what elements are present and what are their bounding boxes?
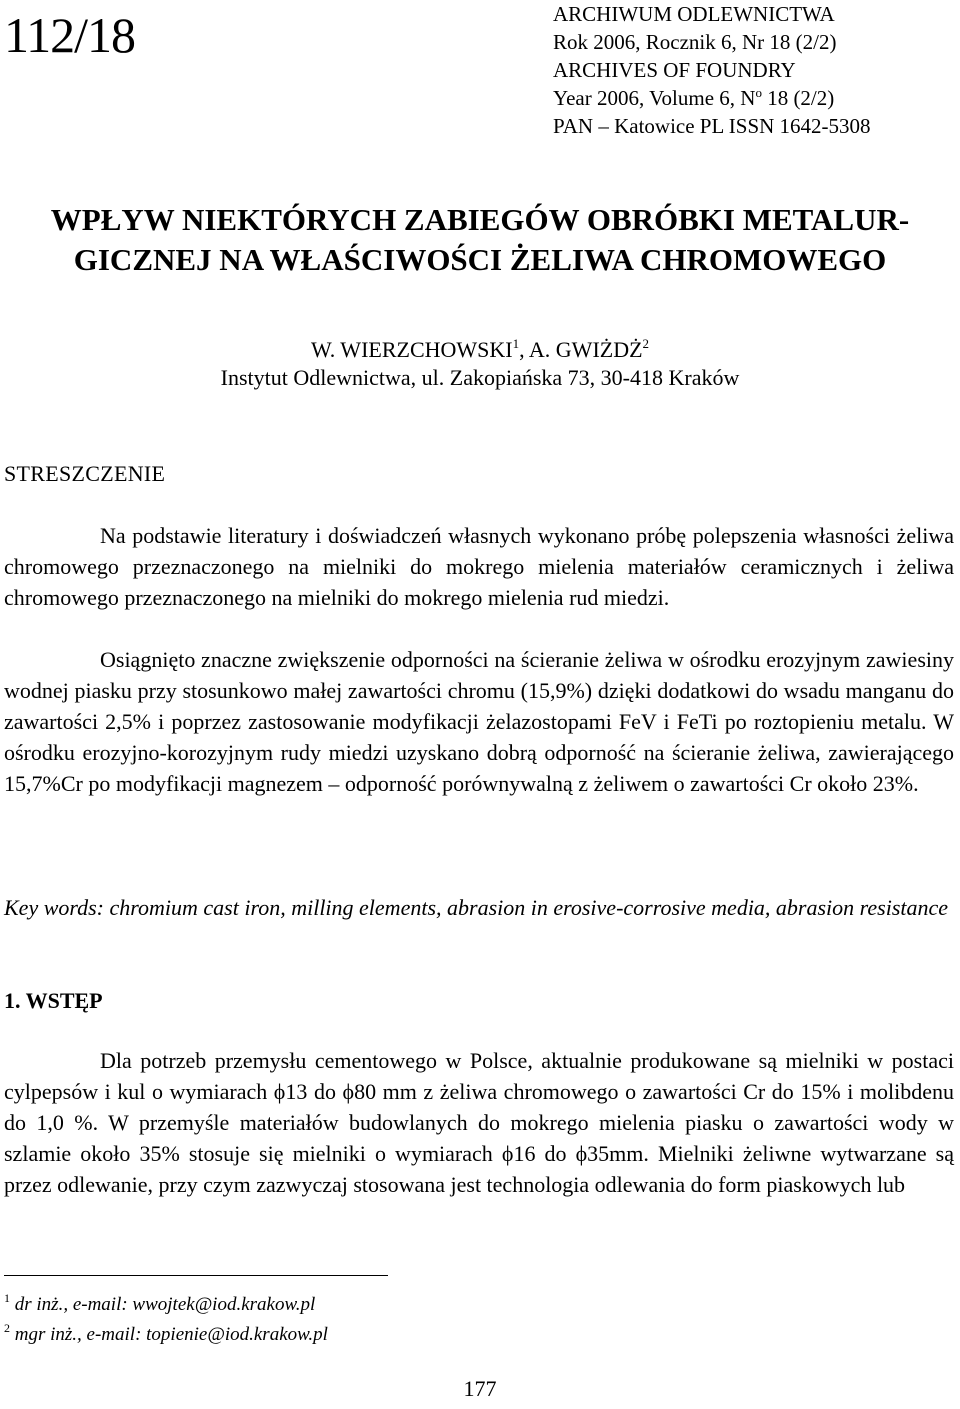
author-name: W. WIERZCHOWSKI (310, 337, 513, 362)
footnote-mark: 2 (4, 1321, 10, 1335)
paragraph-text: Osiągnięto znaczne zwiększenie odporności na ścieranie żeliwa w ośrodku erozyjnym zawiesiny wodnej piasku przy stosunkowo małej zawartości chromu (15,9%) dzięki dodatkowi do wsadu manganu do zawartości 2,5% i poprzez zastosowanie modyfikacji żelazostopami FeV i FeTi po roztopieniu metalu. W ośrodku erozyjno-korozyjnym rudy miedzi uzyskano dobrą odporność na ścieranie żeliwa, zawierającego 15,7%Cr po modyfikacji magnezem – odporność porównywalną z żeliwem o zawartości Cr około 23%. (4, 647, 954, 796)
footnotes (4, 1290, 328, 1350)
section-heading: 1. WSTĘP (4, 988, 103, 1013)
abstract-paragraph (4, 644, 954, 799)
title-line: WPŁYW NIEKTÓRYCH ZABIEGÓW OBRÓBKI METALUR- (50, 202, 910, 237)
paper-title (0, 200, 960, 280)
footnote-mark: 1 (4, 1291, 10, 1305)
author-footnote-mark: 1 (512, 336, 520, 351)
footnote (4, 1290, 328, 1320)
article-number: 112/18 (4, 7, 136, 63)
volume-number: 18 (2/2) (761, 86, 835, 110)
journal-line: ARCHIVES OF FOUNDRY (553, 58, 796, 82)
footnote (4, 1320, 328, 1350)
paragraph-text: Dla potrzeb przemysłu cementowego w Polsce, aktualnie produkowane są mielniki w postaci cylpepsów i kul o wymiarach ϕ13 do ϕ80 mm z żeliwa chromowego o zawartości Cr do 15% i molibdenu do 1,0 %. W przemyśle materiałów budowlanych do mokrego mielenia piasku o zawartości wody w szlamie około 35% stosuje się mielniki o wymiarach ϕ16 do ϕ35mm. Mielniki żeliwne wytwarzane są przez odlewanie, przy czym zazwyczaj stosowana jest technologia odlewania do form piaskowych lub (4, 1048, 954, 1197)
volume-text: Year 2006, Volume 6, N (553, 86, 756, 110)
footnote-text: mgr inż., e-mail: topienie@iod.krakow.pl (10, 1324, 328, 1345)
publisher-line: PAN – Katowice PL ISSN 1642-5308 (553, 114, 871, 138)
keywords: Key words: chromium cast iron, milling elements, abrasion in erosive-corrosive media, abrasion resistance (4, 895, 949, 920)
abstract-paragraph (4, 520, 954, 613)
author-name: A. GWIŻDŻ (528, 337, 643, 362)
journal-line: Rok 2006, Rocznik 6, Nr 18 (2/2) (553, 30, 837, 54)
footnote-text: dr inż., e-mail: wwojtek@iod.krakow.pl (10, 1294, 316, 1315)
section-paragraph (4, 1045, 954, 1200)
journal-line: ARCHIWUM ODLEWNICTWA (553, 2, 835, 26)
volume-superscript: o (755, 85, 762, 100)
journal-volume-line (553, 84, 953, 112)
author-footnote-mark: 2 (642, 336, 650, 351)
page-number: 177 (463, 1376, 497, 1401)
author-separator: , (519, 337, 529, 362)
authors-block (0, 336, 960, 392)
footnote-divider (4, 1275, 388, 1276)
author-names (0, 336, 960, 364)
title-line: GICZNEJ NA WŁAŚCIWOŚCI ŻELIWA CHROMOWEGO (73, 242, 887, 277)
affiliation: Instytut Odlewnictwa, ul. Zakopiańska 73, 30-418 Kraków (220, 365, 740, 390)
paragraph-text: Na podstawie literatury i doświadczeń własnych wykonano próbę polepszenia własności żeliwa chromowego przeznaczonego na mielniki do mokrego mielenia materiałów ceramicznych i żeliwa chromowego przeznaczonego na mielniki do mokrego mielenia rud miedzi. (4, 523, 954, 610)
abstract-heading: STRESZCZENIE (4, 461, 166, 486)
journal-info (553, 0, 953, 140)
